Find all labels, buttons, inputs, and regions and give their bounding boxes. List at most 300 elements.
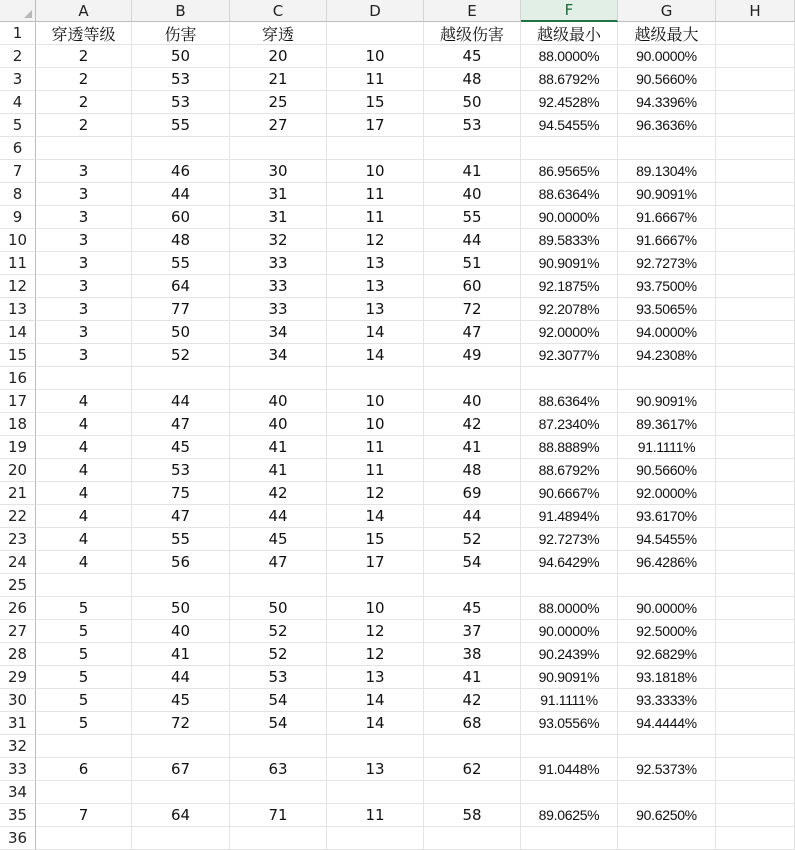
cell-a17[interactable]: 4 xyxy=(36,390,132,413)
row-header[interactable]: 25 xyxy=(0,574,36,597)
cell-d12[interactable]: 13 xyxy=(327,275,424,298)
cell-f28[interactable]: 90.2439% xyxy=(521,643,618,666)
cell-f8[interactable]: 88.6364% xyxy=(521,183,618,206)
cell-a29[interactable]: 5 xyxy=(36,666,132,689)
cell-h1[interactable] xyxy=(716,22,795,45)
cell-h22[interactable] xyxy=(716,505,795,528)
cell-d19[interactable]: 11 xyxy=(327,436,424,459)
cell-a34[interactable] xyxy=(36,781,132,804)
cell-c24[interactable]: 47 xyxy=(230,551,327,574)
cell-e20[interactable]: 48 xyxy=(424,459,521,482)
cell-f10[interactable]: 89.5833% xyxy=(521,229,618,252)
cell-d7[interactable]: 10 xyxy=(327,160,424,183)
cell-e2[interactable]: 45 xyxy=(424,45,521,68)
cell-f5[interactable]: 94.5455% xyxy=(521,114,618,137)
cell-g16[interactable] xyxy=(618,367,716,390)
cell-f25[interactable] xyxy=(521,574,618,597)
cell-b7[interactable]: 46 xyxy=(132,160,230,183)
cell-h35[interactable] xyxy=(716,804,795,827)
cell-b28[interactable]: 41 xyxy=(132,643,230,666)
cell-b13[interactable]: 77 xyxy=(132,298,230,321)
cell-d10[interactable]: 12 xyxy=(327,229,424,252)
cell-h21[interactable] xyxy=(716,482,795,505)
row-header[interactable]: 14 xyxy=(0,321,36,344)
cell-c22[interactable]: 44 xyxy=(230,505,327,528)
cell-h11[interactable] xyxy=(716,252,795,275)
cell-a27[interactable]: 5 xyxy=(36,620,132,643)
cell-h18[interactable] xyxy=(716,413,795,436)
cell-g11[interactable]: 92.7273% xyxy=(618,252,716,275)
cell-f34[interactable] xyxy=(521,781,618,804)
cell-a22[interactable]: 4 xyxy=(36,505,132,528)
cell-a32[interactable] xyxy=(36,735,132,758)
column-header-d[interactable]: D xyxy=(327,0,424,22)
cell-d34[interactable] xyxy=(327,781,424,804)
cell-h17[interactable] xyxy=(716,390,795,413)
cell-d35[interactable]: 11 xyxy=(327,804,424,827)
cell-d29[interactable]: 13 xyxy=(327,666,424,689)
cell-f4[interactable]: 92.4528% xyxy=(521,91,618,114)
row-header[interactable]: 21 xyxy=(0,482,36,505)
cell-e12[interactable]: 60 xyxy=(424,275,521,298)
cell-h7[interactable] xyxy=(716,160,795,183)
cell-h34[interactable] xyxy=(716,781,795,804)
cell-f6[interactable] xyxy=(521,137,618,160)
cell-h3[interactable] xyxy=(716,68,795,91)
cell-c16[interactable] xyxy=(230,367,327,390)
cell-f2[interactable]: 88.0000% xyxy=(521,45,618,68)
cell-g28[interactable]: 92.6829% xyxy=(618,643,716,666)
cell-g36[interactable] xyxy=(618,827,716,850)
cell-a8[interactable]: 3 xyxy=(36,183,132,206)
cell-b22[interactable]: 47 xyxy=(132,505,230,528)
cell-d22[interactable]: 14 xyxy=(327,505,424,528)
row-header[interactable]: 20 xyxy=(0,459,36,482)
cell-d24[interactable]: 17 xyxy=(327,551,424,574)
row-header[interactable]: 26 xyxy=(0,597,36,620)
cell-b12[interactable]: 64 xyxy=(132,275,230,298)
cell-b34[interactable] xyxy=(132,781,230,804)
cell-e32[interactable] xyxy=(424,735,521,758)
cell-f15[interactable]: 92.3077% xyxy=(521,344,618,367)
cell-a21[interactable]: 4 xyxy=(36,482,132,505)
cell-f14[interactable]: 92.0000% xyxy=(521,321,618,344)
column-header-h[interactable]: H xyxy=(716,0,795,22)
cell-d8[interactable]: 11 xyxy=(327,183,424,206)
cell-e28[interactable]: 38 xyxy=(424,643,521,666)
cell-c31[interactable]: 54 xyxy=(230,712,327,735)
cell-a13[interactable]: 3 xyxy=(36,298,132,321)
cell-d16[interactable] xyxy=(327,367,424,390)
column-header-a[interactable]: A xyxy=(36,0,132,22)
cell-h20[interactable] xyxy=(716,459,795,482)
cell-h29[interactable] xyxy=(716,666,795,689)
row-header[interactable]: 8 xyxy=(0,183,36,206)
cell-g22[interactable]: 93.6170% xyxy=(618,505,716,528)
row-header[interactable]: 15 xyxy=(0,344,36,367)
row-header[interactable]: 2 xyxy=(0,45,36,68)
cell-h25[interactable] xyxy=(716,574,795,597)
cell-f21[interactable]: 90.6667% xyxy=(521,482,618,505)
cell-a2[interactable]: 2 xyxy=(36,45,132,68)
cell-c28[interactable]: 52 xyxy=(230,643,327,666)
row-header[interactable]: 36 xyxy=(0,827,36,850)
row-header[interactable]: 24 xyxy=(0,551,36,574)
cell-d33[interactable]: 13 xyxy=(327,758,424,781)
column-header-e[interactable]: E xyxy=(424,0,521,22)
cell-e11[interactable]: 51 xyxy=(424,252,521,275)
cell-e33[interactable]: 62 xyxy=(424,758,521,781)
cell-d32[interactable] xyxy=(327,735,424,758)
cell-f13[interactable]: 92.2078% xyxy=(521,298,618,321)
cell-b30[interactable]: 45 xyxy=(132,689,230,712)
cell-h15[interactable] xyxy=(716,344,795,367)
cell-a20[interactable]: 4 xyxy=(36,459,132,482)
cell-b19[interactable]: 45 xyxy=(132,436,230,459)
cell-a11[interactable]: 3 xyxy=(36,252,132,275)
cell-g6[interactable] xyxy=(618,137,716,160)
cell-f33[interactable]: 91.0448% xyxy=(521,758,618,781)
cell-b21[interactable]: 75 xyxy=(132,482,230,505)
row-header[interactable]: 18 xyxy=(0,413,36,436)
cell-a35[interactable]: 7 xyxy=(36,804,132,827)
cell-g26[interactable]: 90.0000% xyxy=(618,597,716,620)
cell-c23[interactable]: 45 xyxy=(230,528,327,551)
row-header[interactable]: 16 xyxy=(0,367,36,390)
cell-a25[interactable] xyxy=(36,574,132,597)
cell-a23[interactable]: 4 xyxy=(36,528,132,551)
cell-c15[interactable]: 34 xyxy=(230,344,327,367)
cell-a7[interactable]: 3 xyxy=(36,160,132,183)
cell-c30[interactable]: 54 xyxy=(230,689,327,712)
cell-b35[interactable]: 64 xyxy=(132,804,230,827)
cell-a31[interactable]: 5 xyxy=(36,712,132,735)
row-header[interactable]: 23 xyxy=(0,528,36,551)
cell-a18[interactable]: 4 xyxy=(36,413,132,436)
cell-h30[interactable] xyxy=(716,689,795,712)
cell-a15[interactable]: 3 xyxy=(36,344,132,367)
cell-h16[interactable] xyxy=(716,367,795,390)
cell-e9[interactable]: 55 xyxy=(424,206,521,229)
cell-f29[interactable]: 90.9091% xyxy=(521,666,618,689)
cell-h24[interactable] xyxy=(716,551,795,574)
cell-g3[interactable]: 90.5660% xyxy=(618,68,716,91)
cell-f1[interactable]: 越级最小 xyxy=(521,22,618,45)
cell-e35[interactable]: 58 xyxy=(424,804,521,827)
row-header[interactable]: 19 xyxy=(0,436,36,459)
cell-c5[interactable]: 27 xyxy=(230,114,327,137)
cell-h10[interactable] xyxy=(716,229,795,252)
cell-e10[interactable]: 44 xyxy=(424,229,521,252)
cell-f11[interactable]: 90.9091% xyxy=(521,252,618,275)
cell-f31[interactable]: 93.0556% xyxy=(521,712,618,735)
cell-d11[interactable]: 13 xyxy=(327,252,424,275)
row-header[interactable]: 13 xyxy=(0,298,36,321)
cell-d6[interactable] xyxy=(327,137,424,160)
cell-c27[interactable]: 52 xyxy=(230,620,327,643)
cell-h33[interactable] xyxy=(716,758,795,781)
cell-f23[interactable]: 92.7273% xyxy=(521,528,618,551)
cell-f35[interactable]: 89.0625% xyxy=(521,804,618,827)
cell-e13[interactable]: 72 xyxy=(424,298,521,321)
row-header[interactable]: 10 xyxy=(0,229,36,252)
cell-a12[interactable]: 3 xyxy=(36,275,132,298)
cell-e7[interactable]: 41 xyxy=(424,160,521,183)
cell-a9[interactable]: 3 xyxy=(36,206,132,229)
cell-g29[interactable]: 93.1818% xyxy=(618,666,716,689)
cell-h23[interactable] xyxy=(716,528,795,551)
cell-f12[interactable]: 92.1875% xyxy=(521,275,618,298)
cell-g33[interactable]: 92.5373% xyxy=(618,758,716,781)
cell-d25[interactable] xyxy=(327,574,424,597)
cell-e1[interactable]: 越级伤害 xyxy=(424,22,521,45)
cell-b1[interactable]: 伤害 xyxy=(132,22,230,45)
cell-h14[interactable] xyxy=(716,321,795,344)
cell-c17[interactable]: 40 xyxy=(230,390,327,413)
cell-c35[interactable]: 71 xyxy=(230,804,327,827)
cell-b29[interactable]: 44 xyxy=(132,666,230,689)
cell-c13[interactable]: 33 xyxy=(230,298,327,321)
cell-h31[interactable] xyxy=(716,712,795,735)
cell-g12[interactable]: 93.7500% xyxy=(618,275,716,298)
cell-g23[interactable]: 94.5455% xyxy=(618,528,716,551)
cell-g1[interactable]: 越级最大 xyxy=(618,22,716,45)
cell-b33[interactable]: 67 xyxy=(132,758,230,781)
cell-f22[interactable]: 91.4894% xyxy=(521,505,618,528)
cell-g4[interactable]: 94.3396% xyxy=(618,91,716,114)
cell-f17[interactable]: 88.6364% xyxy=(521,390,618,413)
cell-b2[interactable]: 50 xyxy=(132,45,230,68)
cell-c20[interactable]: 41 xyxy=(230,459,327,482)
cell-c12[interactable]: 33 xyxy=(230,275,327,298)
cell-c18[interactable]: 40 xyxy=(230,413,327,436)
cell-b9[interactable]: 60 xyxy=(132,206,230,229)
cell-d5[interactable]: 17 xyxy=(327,114,424,137)
row-header[interactable]: 1 xyxy=(0,22,36,45)
cell-c8[interactable]: 31 xyxy=(230,183,327,206)
cell-f26[interactable]: 88.0000% xyxy=(521,597,618,620)
cell-d28[interactable]: 12 xyxy=(327,643,424,666)
cell-f36[interactable] xyxy=(521,827,618,850)
row-header[interactable]: 34 xyxy=(0,781,36,804)
cell-d23[interactable]: 15 xyxy=(327,528,424,551)
cell-a36[interactable] xyxy=(36,827,132,850)
row-header[interactable]: 33 xyxy=(0,758,36,781)
cell-e29[interactable]: 41 xyxy=(424,666,521,689)
cell-c10[interactable]: 32 xyxy=(230,229,327,252)
cell-c9[interactable]: 31 xyxy=(230,206,327,229)
cell-e27[interactable]: 37 xyxy=(424,620,521,643)
cell-f20[interactable]: 88.6792% xyxy=(521,459,618,482)
cell-h6[interactable] xyxy=(716,137,795,160)
cell-a16[interactable] xyxy=(36,367,132,390)
cell-f27[interactable]: 90.0000% xyxy=(521,620,618,643)
row-header[interactable]: 3 xyxy=(0,68,36,91)
cell-g24[interactable]: 96.4286% xyxy=(618,551,716,574)
cell-d30[interactable]: 14 xyxy=(327,689,424,712)
cell-a24[interactable]: 4 xyxy=(36,551,132,574)
cell-c32[interactable] xyxy=(230,735,327,758)
cell-h27[interactable] xyxy=(716,620,795,643)
cell-g20[interactable]: 90.5660% xyxy=(618,459,716,482)
cell-e26[interactable]: 45 xyxy=(424,597,521,620)
cell-h26[interactable] xyxy=(716,597,795,620)
cell-g27[interactable]: 92.5000% xyxy=(618,620,716,643)
cell-c4[interactable]: 25 xyxy=(230,91,327,114)
cell-f24[interactable]: 94.6429% xyxy=(521,551,618,574)
cell-e21[interactable]: 69 xyxy=(424,482,521,505)
cell-b32[interactable] xyxy=(132,735,230,758)
cell-g14[interactable]: 94.0000% xyxy=(618,321,716,344)
cell-a19[interactable]: 4 xyxy=(36,436,132,459)
column-header-f[interactable]: F xyxy=(521,0,618,22)
cell-h13[interactable] xyxy=(716,298,795,321)
cell-a1[interactable]: 穿透等级 xyxy=(36,22,132,45)
cell-d18[interactable]: 10 xyxy=(327,413,424,436)
cell-g9[interactable]: 91.6667% xyxy=(618,206,716,229)
cell-g21[interactable]: 92.0000% xyxy=(618,482,716,505)
row-header[interactable]: 22 xyxy=(0,505,36,528)
column-header-c[interactable]: C xyxy=(230,0,327,22)
column-header-b[interactable]: B xyxy=(132,0,230,22)
cell-h36[interactable] xyxy=(716,827,795,850)
row-header[interactable]: 31 xyxy=(0,712,36,735)
cell-h12[interactable] xyxy=(716,275,795,298)
cell-g15[interactable]: 94.2308% xyxy=(618,344,716,367)
cell-e15[interactable]: 49 xyxy=(424,344,521,367)
cell-b10[interactable]: 48 xyxy=(132,229,230,252)
cell-g5[interactable]: 96.3636% xyxy=(618,114,716,137)
cell-h5[interactable] xyxy=(716,114,795,137)
cell-c21[interactable]: 42 xyxy=(230,482,327,505)
cell-h32[interactable] xyxy=(716,735,795,758)
cell-g17[interactable]: 90.9091% xyxy=(618,390,716,413)
cell-g13[interactable]: 93.5065% xyxy=(618,298,716,321)
cell-d3[interactable]: 11 xyxy=(327,68,424,91)
cell-e5[interactable]: 53 xyxy=(424,114,521,137)
column-header-g[interactable]: G xyxy=(618,0,716,22)
cell-f32[interactable] xyxy=(521,735,618,758)
cell-g10[interactable]: 91.6667% xyxy=(618,229,716,252)
cell-c2[interactable]: 20 xyxy=(230,45,327,68)
cell-g25[interactable] xyxy=(618,574,716,597)
cell-b23[interactable]: 55 xyxy=(132,528,230,551)
cell-b14[interactable]: 50 xyxy=(132,321,230,344)
cell-f16[interactable] xyxy=(521,367,618,390)
cell-f30[interactable]: 91.1111% xyxy=(521,689,618,712)
cell-b24[interactable]: 56 xyxy=(132,551,230,574)
cell-e36[interactable] xyxy=(424,827,521,850)
cell-c25[interactable] xyxy=(230,574,327,597)
cell-d26[interactable]: 10 xyxy=(327,597,424,620)
cell-d17[interactable]: 10 xyxy=(327,390,424,413)
cell-h4[interactable] xyxy=(716,91,795,114)
cell-g34[interactable] xyxy=(618,781,716,804)
row-header[interactable]: 30 xyxy=(0,689,36,712)
cell-e18[interactable]: 42 xyxy=(424,413,521,436)
cell-c36[interactable] xyxy=(230,827,327,850)
cell-a30[interactable]: 5 xyxy=(36,689,132,712)
cell-d4[interactable]: 15 xyxy=(327,91,424,114)
cell-d13[interactable]: 13 xyxy=(327,298,424,321)
cell-f19[interactable]: 88.8889% xyxy=(521,436,618,459)
row-header[interactable]: 12 xyxy=(0,275,36,298)
cell-g35[interactable]: 90.6250% xyxy=(618,804,716,827)
cell-e23[interactable]: 52 xyxy=(424,528,521,551)
cell-f3[interactable]: 88.6792% xyxy=(521,68,618,91)
cell-e31[interactable]: 68 xyxy=(424,712,521,735)
cell-g19[interactable]: 91.1111% xyxy=(618,436,716,459)
cell-f18[interactable]: 87.2340% xyxy=(521,413,618,436)
cell-d1[interactable] xyxy=(327,22,424,45)
cell-g18[interactable]: 89.3617% xyxy=(618,413,716,436)
cell-e4[interactable]: 50 xyxy=(424,91,521,114)
row-header[interactable]: 7 xyxy=(0,160,36,183)
cell-g8[interactable]: 90.9091% xyxy=(618,183,716,206)
row-header[interactable]: 9 xyxy=(0,206,36,229)
row-header[interactable]: 11 xyxy=(0,252,36,275)
cell-g30[interactable]: 93.3333% xyxy=(618,689,716,712)
cell-b25[interactable] xyxy=(132,574,230,597)
cell-h9[interactable] xyxy=(716,206,795,229)
cell-h2[interactable] xyxy=(716,45,795,68)
row-header[interactable]: 6 xyxy=(0,137,36,160)
cell-b4[interactable]: 53 xyxy=(132,91,230,114)
cell-b8[interactable]: 44 xyxy=(132,183,230,206)
cell-c29[interactable]: 53 xyxy=(230,666,327,689)
cell-a33[interactable]: 6 xyxy=(36,758,132,781)
cell-b31[interactable]: 72 xyxy=(132,712,230,735)
cell-b11[interactable]: 55 xyxy=(132,252,230,275)
cell-d21[interactable]: 12 xyxy=(327,482,424,505)
row-header[interactable]: 5 xyxy=(0,114,36,137)
cell-c3[interactable]: 21 xyxy=(230,68,327,91)
cell-b18[interactable]: 47 xyxy=(132,413,230,436)
cell-e22[interactable]: 44 xyxy=(424,505,521,528)
cell-b16[interactable] xyxy=(132,367,230,390)
select-all-corner[interactable] xyxy=(0,0,36,22)
cell-d20[interactable]: 11 xyxy=(327,459,424,482)
row-header[interactable]: 35 xyxy=(0,804,36,827)
cell-d14[interactable]: 14 xyxy=(327,321,424,344)
cell-c19[interactable]: 41 xyxy=(230,436,327,459)
cell-b20[interactable]: 53 xyxy=(132,459,230,482)
cell-b6[interactable] xyxy=(132,137,230,160)
cell-c14[interactable]: 34 xyxy=(230,321,327,344)
cell-h28[interactable] xyxy=(716,643,795,666)
cell-g31[interactable]: 94.4444% xyxy=(618,712,716,735)
cell-c7[interactable]: 30 xyxy=(230,160,327,183)
cell-e30[interactable]: 42 xyxy=(424,689,521,712)
cell-e3[interactable]: 48 xyxy=(424,68,521,91)
cell-a3[interactable]: 2 xyxy=(36,68,132,91)
cell-e8[interactable]: 40 xyxy=(424,183,521,206)
cell-e25[interactable] xyxy=(424,574,521,597)
cell-e6[interactable] xyxy=(424,137,521,160)
cell-e19[interactable]: 41 xyxy=(424,436,521,459)
cell-c26[interactable]: 50 xyxy=(230,597,327,620)
cell-d9[interactable]: 11 xyxy=(327,206,424,229)
cell-f7[interactable]: 86.9565% xyxy=(521,160,618,183)
cell-d27[interactable]: 12 xyxy=(327,620,424,643)
cell-g7[interactable]: 89.1304% xyxy=(618,160,716,183)
cell-e14[interactable]: 47 xyxy=(424,321,521,344)
cell-a28[interactable]: 5 xyxy=(36,643,132,666)
cell-e16[interactable] xyxy=(424,367,521,390)
cell-b26[interactable]: 50 xyxy=(132,597,230,620)
cell-a14[interactable]: 3 xyxy=(36,321,132,344)
row-header[interactable]: 32 xyxy=(0,735,36,758)
